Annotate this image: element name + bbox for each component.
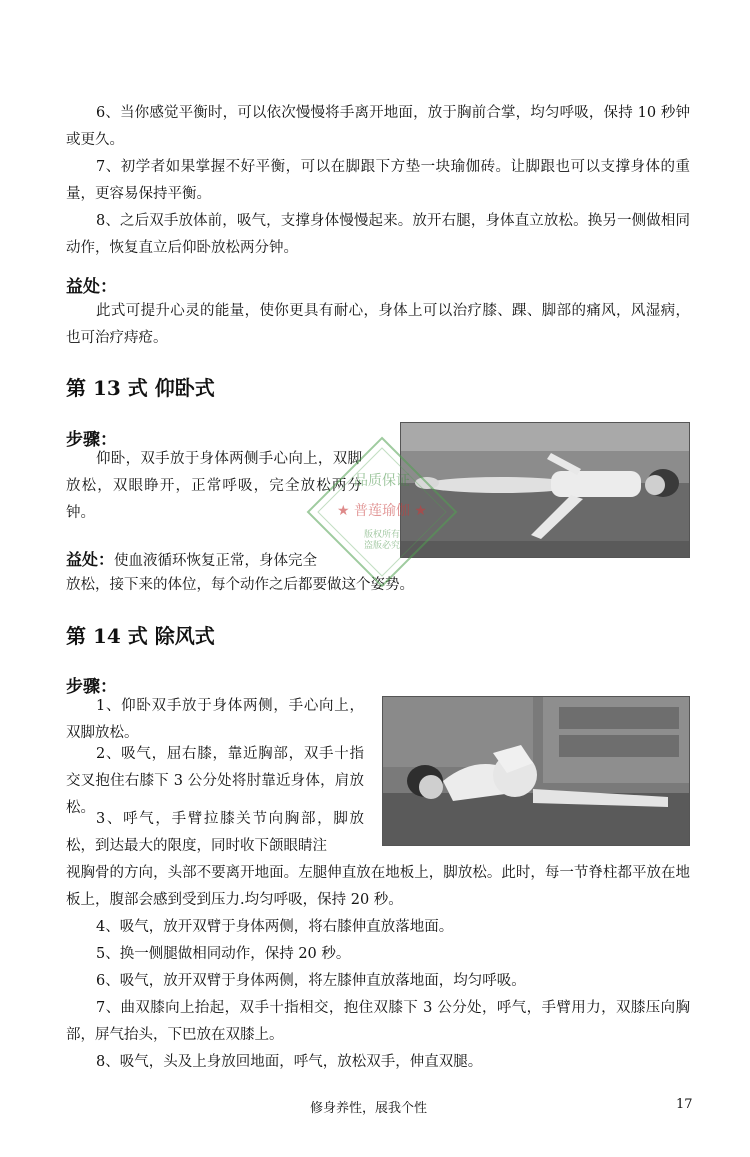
- pose-13-benefit-text-1: 使血液循环恢复正常，身体完全: [114, 553, 318, 569]
- pose-14-title: 第 14 式 除风式: [66, 624, 215, 648]
- step-8-paragraph: 8、之后双手放体前，吸气，支撑身体慢慢起来。放开右腿，身体直立放松。换另一侧做相同动作，恢复直立后仰卧放松两分钟。: [66, 213, 690, 256]
- watermark-copyright-line-2: 盗版必究: [363, 541, 400, 551]
- supine-pose-photo: [400, 422, 690, 558]
- pose-14-step-5: 5、换一侧腿做相同动作，保持 20 秒。: [96, 946, 351, 962]
- footer-motto: 修身养性，展我个性: [310, 1101, 428, 1116]
- pose-13-benefit-line-1: [66, 546, 317, 575]
- pose-13-title: 第 13 式 仰卧式: [66, 376, 215, 400]
- page-number: 17: [676, 1097, 693, 1112]
- pose-14-steps-heading: 步骤：: [66, 677, 117, 697]
- watermark-copyright-text: [346, 530, 418, 552]
- pose-14-step-7: 7、曲双膝向上抬起，双手十指相交，抱住双膝下 3 公分处，呼气，手臂用力，双膝压向胸部，屏气抬头，下巴放在双膝上。: [66, 1000, 690, 1043]
- pose-13-steps-heading: 步骤：: [66, 430, 117, 450]
- pose-14-step-2: 2、吸气，屈右膝，靠近胸部，双手十指交叉抱住右膝下 3 公分处将肘靠近身体，肩放松。: [66, 746, 364, 816]
- step-6-paragraph: 6、当你感觉平衡时，可以依次慢慢将手离开地面，放于胸前合掌，均匀呼吸，保持 10 秒钟或更久。: [66, 105, 690, 148]
- watermark-quality-text: 品质保证: [354, 473, 410, 489]
- pose-14-step-4: 4、吸气，放开双臂于身体两侧，将右膝伸直放落地面。: [96, 919, 454, 935]
- pose-14-step-3b: 视胸骨的方向，头部不要离开地面。左腿伸直放在地板上，脚放松。此时，每一节脊柱都平放在地板上，腹部会感到受到压力.均匀呼吸，保持 20 秒。: [66, 865, 690, 908]
- step-7-paragraph: 7、初学者如果掌握不好平衡，可以在脚跟下方垫一块瑜伽砖。让脚跟也可以支撑身体的重量，更容易保持平衡。: [66, 159, 690, 202]
- benefit-paragraph: 此式可提升心灵的能量，使你更具有耐心，身体上可以治疗膝、踝、脚部的痛风，风湿病，也可治疗痔疮。: [66, 303, 690, 346]
- pose-14-step-6: 6、吸气，放开双臂于身体两侧，将左膝伸直放落地面，均匀呼吸。: [96, 973, 526, 989]
- pose-14-step-8: 8、吸气，头及上身放回地面，呼气，放松双手，伸直双腿。: [96, 1054, 483, 1070]
- pose-14-step-1: 1、仰卧双手放于身体两侧，手心向上，双脚放松。: [66, 698, 364, 741]
- pose-13-step-text: 仰卧，双手放于身体两侧手心向上，双脚放松，双眼睁开，正常呼吸，完全放松两分钟。: [66, 451, 362, 521]
- watermark-brand-text: ★ 普莲瑜伽 ★: [336, 503, 427, 519]
- watermark-copyright-line-1: 版权所有: [363, 530, 400, 540]
- pose-13-benefit-label: 益处：: [66, 550, 115, 569]
- pose-13-benefit-line-2: 放松，接下来的体位，每个动作之后都要做这个姿势。: [66, 577, 414, 593]
- pose-14-step-3a: 3、呼气，手臂拉膝关节向胸部，脚放松，到达最大的限度，同时收下颌眼睛注: [66, 811, 364, 854]
- benefit-heading: 益处：: [66, 277, 117, 297]
- wind-relieving-pose-photo: [382, 696, 690, 846]
